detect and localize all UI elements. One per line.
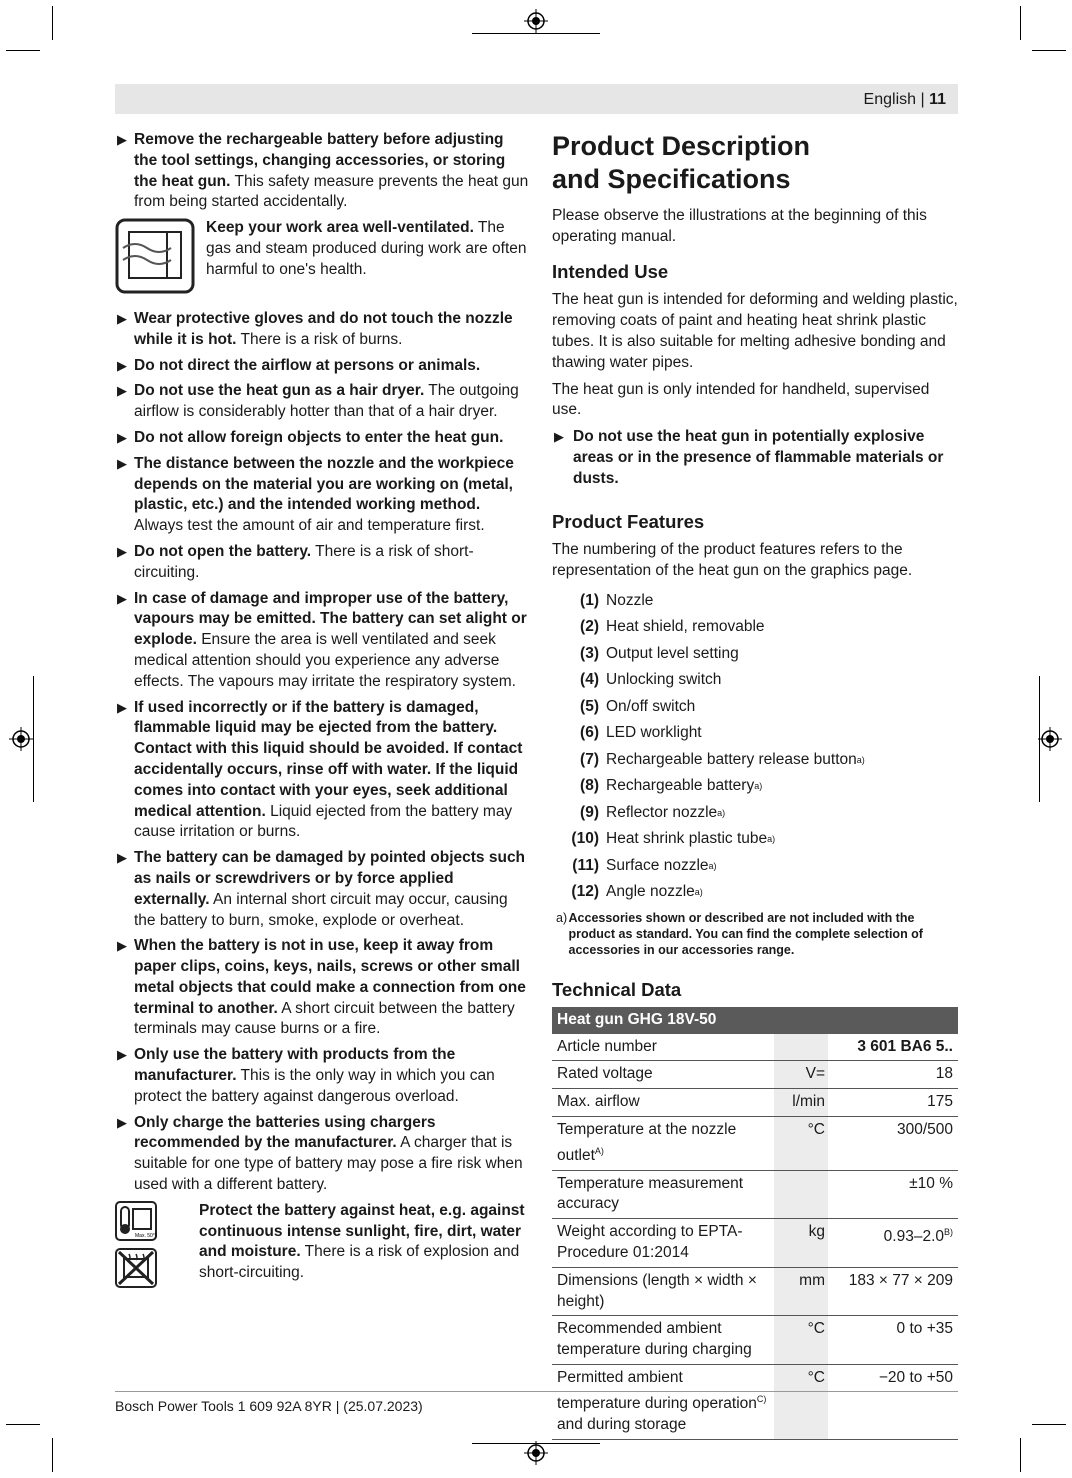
- table-cell-value: 175: [828, 1089, 958, 1117]
- safety-item-bold: Do not allow foreign objects to enter the heat gun.: [134, 428, 504, 446]
- crop-mark: [33, 676, 34, 802]
- bullet-triangle-icon: ▶: [117, 383, 127, 399]
- crop-mark: [52, 1438, 53, 1472]
- safety-item: [115, 1045, 530, 1107]
- table-row: [552, 1170, 958, 1219]
- section-title: Product Description and Specifications: [552, 131, 811, 194]
- table-row: [552, 1116, 958, 1170]
- row-label-cont: and during storage: [557, 1415, 687, 1433]
- safety-column: [115, 130, 530, 1302]
- table-header: Heat gun GHG 18V-50: [552, 1007, 958, 1034]
- features-heading: Product Features: [552, 510, 705, 532]
- feature-item: [552, 826, 958, 853]
- safety-item-bold: If used incorrectly or if the battery is damaged, flammable liquid may be ejected from the battery. Contact with this liquid should be avoided. If contact accidentally occurs, rinse off with water. If the liquid comes into contact with your eyes, seek additional medical attention.: [134, 698, 523, 820]
- footnote-text: Accessories shown or described are not included with the product as standard. You can find the complete selection of accessories in our accessories range.: [568, 910, 923, 957]
- table-row: [552, 1089, 958, 1117]
- safety-item-bold: The distance between the nozzle and the workpiece depends on the material you are working on (metal, plastic, etc.) and the intended working method.: [134, 454, 514, 514]
- safety-item: [115, 589, 530, 693]
- feature-label: Unlocking switch: [606, 671, 722, 689]
- row-sup: C): [756, 1393, 767, 1404]
- bullet-triangle-icon: ▶: [117, 429, 127, 445]
- page-number: 11: [929, 91, 946, 108]
- feature-label: Angle nozzle: [606, 883, 695, 901]
- safety-item: [115, 936, 530, 1040]
- row-value: 0.93–2.0: [883, 1228, 944, 1246]
- feature-sup: a): [754, 781, 763, 792]
- ventilation-note: [115, 218, 530, 301]
- safety-item-text: Liquid ejected from the battery may cause irritation or burns.: [134, 802, 513, 841]
- table-cell-value: ±10 %: [828, 1170, 958, 1219]
- intended-use-heading: Intended Use: [552, 260, 669, 282]
- table-cell-label: [552, 1365, 774, 1440]
- feature-item: [552, 879, 958, 906]
- feature-label: Heat shield, removable: [606, 618, 765, 636]
- safety-item-bold: The battery can be damaged by pointed objects such as nails or screwdrivers or by force applied externally.: [134, 849, 526, 908]
- safety-item-bold: Protect the battery against heat, e.g. against continuous intense sunlight, fire, dirt, water and moisture.: [199, 1201, 525, 1261]
- crop-mark: [472, 33, 600, 34]
- feature-sup: a): [717, 807, 726, 818]
- table-row: [552, 1061, 958, 1089]
- warning-text: Do not use the heat gun in potentially explosive areas or in the presence of flammable materials or dusts.: [573, 428, 944, 487]
- table-cell-value: 18: [828, 1061, 958, 1089]
- crop-mark: [52, 6, 53, 40]
- bullet-triangle-icon: ▶: [117, 938, 127, 954]
- feature-item: [552, 853, 958, 880]
- crop-mark: [1020, 1438, 1021, 1472]
- crop-mark: [6, 50, 40, 51]
- bullet-triangle-icon: ▶: [117, 1047, 127, 1063]
- row-label: Permitted ambient temperature during operation: [557, 1369, 757, 1413]
- bullet-triangle-icon: ▶: [117, 699, 127, 715]
- temp-label: Max. 50°C: [135, 1232, 157, 1239]
- table-row: [552, 1316, 958, 1365]
- feature-number: (11): [572, 856, 599, 874]
- feature-item: [552, 694, 958, 721]
- bullet-triangle-icon: ▶: [117, 310, 127, 326]
- footer-text: Bosch Power Tools 1 609 92A 8YR | (25.07.2023): [115, 1398, 423, 1414]
- table-cell-label: [552, 1116, 774, 1170]
- safety-item: [115, 130, 530, 213]
- safety-item-text: Always test the amount of air and temperature first.: [134, 517, 485, 535]
- table-row: [552, 1365, 958, 1440]
- table-cell-value: 300/500: [828, 1116, 958, 1170]
- table-cell-label: Article number: [552, 1034, 774, 1061]
- table-cell-value: [828, 1034, 958, 1061]
- table-row: [552, 1034, 958, 1061]
- table-cell-label: Rated voltage: [552, 1061, 774, 1089]
- feature-number: (5): [580, 697, 599, 715]
- table-cell-unit: [774, 1170, 828, 1219]
- safety-item-text: There is a risk of short-circuiting.: [134, 542, 474, 581]
- feature-item: [552, 588, 958, 615]
- battery-protection-text: [199, 1201, 530, 1295]
- registration-mark-icon: [1038, 727, 1062, 751]
- bullet-triangle-icon: ▶: [117, 543, 127, 559]
- registration-mark-icon: [524, 9, 548, 33]
- safety-item: [115, 698, 530, 844]
- bullet-triangle-icon: ▶: [554, 429, 564, 445]
- feature-label: Reflector nozzle: [606, 803, 718, 821]
- row-value-sup: B): [944, 1227, 953, 1238]
- bullet-triangle-icon: ▶: [117, 850, 127, 866]
- feature-label: Surface nozzle: [606, 856, 709, 874]
- feature-label: Rechargeable battery: [606, 777, 755, 795]
- feature-item: [552, 747, 958, 774]
- product-column: [552, 130, 958, 1440]
- bullet-triangle-icon: ▶: [117, 455, 127, 471]
- tech-data-table: [552, 1007, 958, 1440]
- safety-item-bold: Only use the battery with products from the manufacturer.: [134, 1046, 456, 1085]
- safety-item-text: An internal short circuit may occur, causing the battery to burn, smoke, explode or overheat.: [134, 890, 508, 929]
- safety-item-text: There is a risk of explosion and short-circuiting.: [199, 1243, 520, 1282]
- bullet-triangle-icon: ▶: [117, 357, 127, 373]
- feature-number: (3): [580, 644, 599, 662]
- page-header: [115, 84, 958, 114]
- feature-number: (10): [571, 830, 599, 848]
- table-cell-label: Temperature measurement accuracy: [552, 1170, 774, 1219]
- safety-item-bold: Wear protective gloves and do not touch the nozzle while it is hot.: [134, 309, 513, 348]
- feature-number: (2): [580, 618, 599, 636]
- feature-number: (9): [580, 803, 599, 821]
- table-cell-unit: °C: [774, 1365, 828, 1440]
- table-value: 3 601 BA6 5..: [857, 1037, 953, 1055]
- safety-item: [115, 542, 530, 584]
- feature-number: (6): [580, 724, 599, 742]
- safety-item-text: A short circuit between the battery terminals may cause burns or a fire.: [134, 999, 515, 1038]
- battery-protection-note: [115, 1201, 530, 1295]
- safety-item-bold: In case of damage and improper use of the battery, vapours may be emitted. The battery can set alight or explode.: [134, 589, 527, 649]
- feature-number: (7): [580, 750, 599, 768]
- feature-sup: a): [694, 887, 703, 898]
- table-cell-unit: °C: [774, 1116, 828, 1170]
- safety-item-text: Ensure the area is well ventilated and seek medical attention should you experience any adverse effects. The vapours may irritate the respiratory system.: [134, 631, 516, 690]
- safety-item-bold: Remove the rechargeable battery before adjusting the tool settings, changing accessories, or storing the heat gun.: [134, 131, 506, 190]
- table-cell-unit: l/min: [774, 1089, 828, 1117]
- table-cell-unit: °C: [774, 1316, 828, 1365]
- safety-item: [115, 428, 530, 449]
- table-cell-unit: [774, 1034, 828, 1061]
- crop-mark: [1032, 50, 1066, 51]
- tech-data-heading: Technical Data: [552, 978, 682, 1000]
- safety-item: [115, 1113, 530, 1196]
- features-intro: The numbering of the product features refers to the representation of the heat gun on the graphics page.: [552, 541, 913, 580]
- table-cell-unit: V=: [774, 1061, 828, 1089]
- table-row: [552, 1267, 958, 1316]
- intended-use-warning: [552, 427, 958, 489]
- feature-label: LED worklight: [606, 724, 702, 742]
- bullet-triangle-icon: ▶: [117, 132, 127, 147]
- crop-mark: [1032, 1424, 1066, 1425]
- safety-item-text: A charger that is suitable for one type of battery may pose a fire risk when used with a different battery.: [134, 1134, 523, 1194]
- table-cell-value: 0 to +35: [828, 1316, 958, 1365]
- header-language: English: [863, 91, 917, 108]
- intended-use-text-2: The heat gun is only intended for handheld, supervised use.: [552, 380, 930, 419]
- safety-item-bold: Do not use the heat gun as a hair dryer.: [134, 382, 425, 400]
- safety-item-text: This safety measure prevents the heat gun from being started accidentally.: [134, 172, 529, 211]
- table-cell-label: Weight according to EPTA-Procedure 01:2014: [552, 1219, 774, 1268]
- feature-number: (1): [580, 591, 599, 609]
- no-water-battery-icon: [115, 1248, 157, 1288]
- feature-item: [552, 800, 958, 827]
- feature-item: [552, 773, 958, 800]
- table-row: [552, 1219, 958, 1268]
- bullet-triangle-icon: ▶: [117, 590, 127, 606]
- feature-label: Nozzle: [606, 591, 654, 609]
- registration-mark-icon: [524, 1441, 548, 1465]
- safety-item-text: The outgoing airflow is considerably hotter than that of a hair dryer.: [134, 382, 519, 421]
- table-cell-value: 183 × 77 × 209: [828, 1267, 958, 1316]
- safety-item-bold: When the battery is not in use, keep it away from paper clips, coins, keys, nails, screws or other small metal objects that could make a connection from one terminal to another.: [134, 937, 526, 1017]
- feature-sup: a): [856, 754, 865, 765]
- feature-sup: a): [767, 834, 776, 845]
- feature-item: [552, 667, 958, 694]
- safety-item: [115, 309, 530, 351]
- intro-text: Please observe the illustrations at the beginning of this operating manual.: [552, 207, 927, 245]
- row-label: Temperature at the nozzle outlet: [557, 1120, 737, 1164]
- table-cell-label: Dimensions (length × width × height): [552, 1267, 774, 1316]
- safety-item-text: This is the only way in which you can protect the battery against dangerous overload.: [134, 1067, 495, 1105]
- feature-item: [552, 720, 958, 747]
- battery-temperature-icon: [115, 1201, 157, 1241]
- table-cell-value: −20 to +50: [828, 1365, 958, 1440]
- feature-number: (12): [571, 883, 599, 901]
- feature-item: [552, 614, 958, 641]
- crop-mark: [1020, 6, 1021, 40]
- battery-icons: [115, 1201, 199, 1295]
- table-cell-label: Recommended ambient temperature during charging: [552, 1316, 774, 1365]
- feature-label: Output level setting: [606, 644, 739, 662]
- ventilation-icon: [115, 218, 206, 301]
- safety-item-bold: Do not direct the airflow at persons or animals.: [134, 356, 481, 374]
- header-text: English | 11: [863, 91, 946, 108]
- feature-number: (8): [580, 777, 599, 795]
- feature-label: Heat shrink plastic tube: [606, 830, 768, 848]
- safety-item-text: There is a risk of burns.: [236, 330, 403, 348]
- table-cell-label: Max. airflow: [552, 1089, 774, 1117]
- intended-use-text: The heat gun is intended for deforming and welding plastic, removing coats of paint and heating heat shrink plastic tubes. It is also suitable for melting adhesive bonding and thawing water pipes.: [552, 291, 958, 371]
- safety-item: [115, 356, 530, 377]
- registration-mark-icon: [9, 727, 33, 751]
- table-cell-value: [828, 1219, 958, 1268]
- safety-item: [115, 848, 530, 931]
- feature-number: (4): [580, 671, 599, 689]
- bullet-triangle-icon: ▶: [117, 1114, 127, 1130]
- feature-label: On/off switch: [606, 697, 696, 715]
- feature-label: Rechargeable battery release button: [606, 750, 857, 768]
- footnote-label: a): [556, 910, 568, 925]
- row-sup: A): [594, 1145, 604, 1156]
- ventilation-text: [206, 218, 530, 301]
- table-cell-unit: kg: [774, 1219, 828, 1268]
- safety-item: [115, 454, 530, 537]
- safety-item: [115, 381, 530, 423]
- feature-item: [552, 641, 958, 668]
- table-cell-unit: mm: [774, 1267, 828, 1316]
- features-footnote: [552, 910, 958, 958]
- feature-sup: a): [708, 860, 717, 871]
- footer-divider: [115, 1391, 958, 1392]
- safety-item-bold: Keep your work area well-ventilated.: [206, 219, 474, 237]
- safety-item-text: The gas and steam produced during work are often harmful to one's health.: [206, 219, 527, 278]
- safety-item-bold: Do not open the battery.: [134, 542, 312, 560]
- crop-mark: [6, 1424, 40, 1425]
- features-list: [552, 588, 958, 906]
- safety-item-bold: Only charge the batteries using chargers recommended by the manufacturer.: [134, 1113, 436, 1152]
